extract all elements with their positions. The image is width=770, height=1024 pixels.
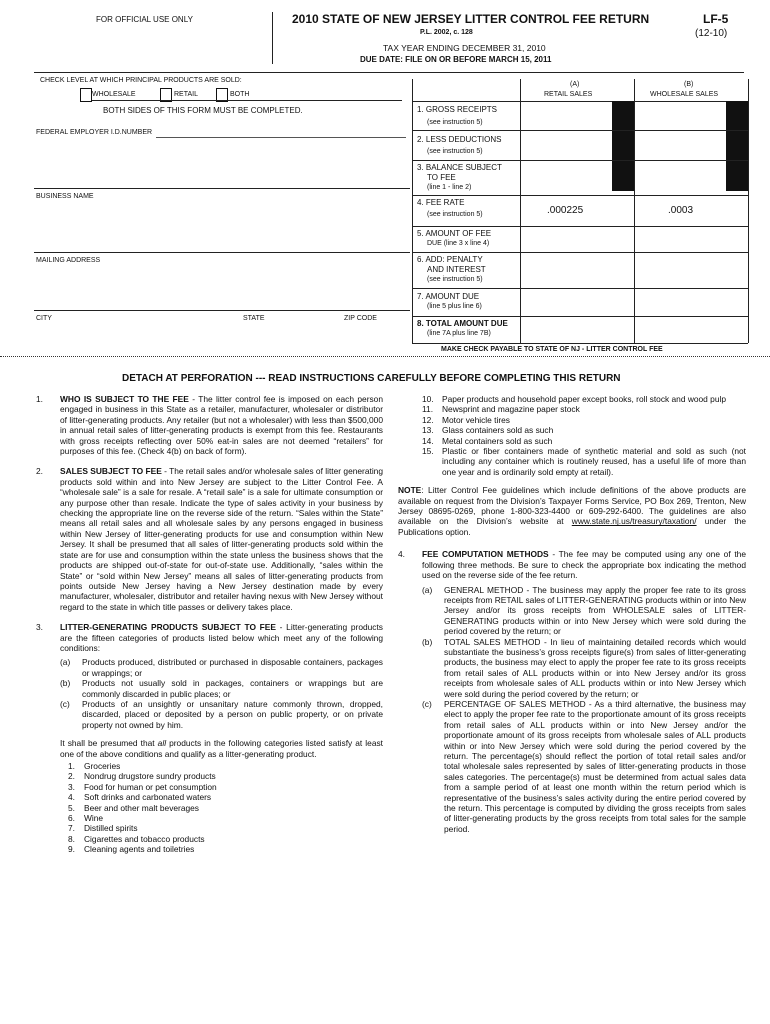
instructions-right-column [398, 394, 746, 834]
both-label: BOTH [230, 91, 250, 98]
perforation-line [0, 356, 770, 357]
list-item: (a) Products produced, distributed or purchased in disposable containers, packages or wrappings; or [60, 657, 383, 678]
name-rule [34, 252, 410, 253]
zip-label: ZIP CODE [344, 315, 377, 322]
fein-label: FEDERAL EMPLOYER I.D.NUMBER [36, 129, 153, 136]
mailing-address-field[interactable] [34, 266, 410, 306]
list-item: (c) Products of an unsightly or unsanitary nature commonly thrown, dropped, discarded, placed or deposited by a person on public property, or on private property not owned by him. [60, 698, 383, 730]
detach-heading: DETACH AT PERFORATION --- READ INSTRUCTIONS CAREFULLY BEFORE COMPLETING THIS RETURN [122, 373, 621, 384]
row-rule [412, 130, 748, 131]
col-a-header: RETAIL SALES [544, 91, 593, 98]
line-4-label: 4. FEE RATE (see instruction 5) [417, 198, 483, 218]
official-use-label: FOR OFFICIAL USE ONLY [96, 15, 193, 24]
check-level-label: CHECK LEVEL AT WHICH PRINCIPAL PRODUCTS ARE SOLD: [40, 77, 242, 84]
col-a-shade [612, 101, 634, 191]
category-list-left [68, 761, 383, 855]
fein-rule [34, 188, 410, 189]
line-6b-field[interactable] [636, 254, 746, 286]
line-2-label: 2. LESS DEDUCTIONS (see instruction 5) [417, 135, 502, 155]
line-1-label: 1. GROSS RECEIPTS (see instruction 5) [417, 105, 498, 126]
instruction-4: 4. FEE COMPUTATION METHODS - The fee may be computed using any one of the following three methods. Be sure to check the appropriate box indicating the method used on the reverse side of the fee return. (a) GENERAL METHOD - The business may apply the proper fee rate to its gross receipts from RETAIL sales of LITTER-GENERATING products within or into New Jersey and/or its gross receipts from WHOLESALE sales of LITTER-GENERATING products within or into New Jersey which were sold during the period covered by the return; or (b) TOTAL SALES METHOD - In lieu of maintaining detailed records which would substantiate the business’s gross receipts figure(s) from sales of litter-generating products, the business may elect to apply the proper fee rate to its gross receipts from retail sales of ALL products within or into New Jersey and/or its gross receipts from wholesale sales of ALL products within or into New Jersey which were sold during the period covered by the return; or (c) PERCENTAGE OF SALES METHOD - As a third alternative, the business may elect to apply the proper fee rate to the proportionate amount of its gross receipts from retail sales of ALL products within or into New Jersey and/or the proportionate amount of its gross receipts from wholesale sales of ALL products within or into New Jersey which were sold during the period covered by the return. The percentage(s) should reflect the portion of total retail sales and/or total wholesale sales represented by sales of litter-generating products in those sales categories. The percentage(s) must be determined from actual sales data from a sample period of at least one month within the return period which is representative of the business’s sales activity during the entire period covered by the return. This percentage is computed by dividing the gross receipts from sales of litter-generating products by the gross receipts from total sales for the sample period. [398, 549, 746, 834]
list-item: 5. Beer and other malt beverages [68, 802, 199, 813]
line-7a-field[interactable] [522, 290, 632, 314]
list-item: 13. Glass containers sold as such [422, 425, 554, 436]
list-item: (c) PERCENTAGE OF SALES METHOD - As a third alternative, the business may elect to apply the proper fee rate to the proportionate amount of its gross receipts from retail sales of ALL products within or into New Jersey and/or the proportionate amount of its gross receipts from wholesale sales of ALL products within or into New Jersey which were sold during the period covered by the return. The percentage(s) should reflect the portion of total retail sales and/or total wholesale sales represented by sales of litter-generating products in those sales categories. The percentage(s) must be determined from actual sales data from a sample period of at least one month within the return period which is representative of the business’s sales activity during the entire period covered by the return. This percentage is computed by dividing the gross receipts from sales of litter-generating products by the gross receipts from total sales for the sample period. [422, 698, 746, 834]
line-1b-field[interactable] [636, 103, 724, 129]
col-a-letter: (A) [570, 81, 580, 88]
condition-list [60, 657, 383, 730]
line-5b-field[interactable] [636, 228, 746, 250]
instruction-1: 1. WHO IS SUBJECT TO THE FEE - The litter control fee is imposed on each person engaged in business in this State as a retailer, manufacturer, wholesaler or distributor of litter-generating products. Any retailer (but not a wholesaler) with less than $500,000 in annual retail sales of litter-generating products is exempt from this fee. Restaurants with gross receipts reflecting over 50% eat-in sales are not deemed “retailers” for purposes of this fee. (Check 4(b) on back of form). [36, 394, 383, 457]
both-sides-notice: BOTH SIDES OF THIS FORM MUST BE COMPLETED. [103, 106, 303, 115]
instruction-2: 2. SALES SUBJECT TO FEE - The retail sales and/or wholesale sales of litter generating products sold within and into New Jersey are subject to the Litter Control Fee. A “wholesale sale” is a sale for resale. A “retail sale” is a sale for ultimate consumption or any purpose other than resale. Indicate the type of sales activity in your business by checking the appropriate line on the reverse side of the return. “Sales within the State” means all retail sales and all wholesale sales by any persons engaged in business within New Jersey of litter-generating products for use and consumption within New Jersey. It shall be presumed that all sales of litter-generating products sold within the state are for use and consumption within the state unless the business shows that the products are shipped out-of-state for out-of-state use. Additionally, “sales within the State” or “sold within New Jersey” means all sales of litter-generating products from points outside New Jersey having a New Jersey destination made by every manufacturer, wholesaler, distributor and retailer having nexus with New Jersey without regard to the state in which title passes or delivery takes place. [36, 466, 383, 612]
line-2a-field[interactable] [522, 132, 610, 158]
form-title: 2010 STATE OF NEW JERSEY LITTER CONTROL FEE RETURN [292, 12, 650, 26]
list-item: 15. Plastic or fiber containers made of synthetic material and sold as such (not including any container which is routinely reused, has a useful life of more than one year and is ordinarily sold empty at retail). [422, 446, 746, 477]
list-item: 6. Wine [68, 813, 104, 824]
mailing-address-label: MAILING ADDRESS [36, 257, 101, 264]
category-list-right [422, 394, 746, 477]
wholesale-label: WHOLESALE [92, 91, 136, 98]
business-name-field[interactable] [34, 202, 410, 242]
instruction-3: 3. LITTER-GENERATING PRODUCTS SUBJECT TO FEE - Litter-generating products are the fifteen categories of products listed below which meet any of the following conditions: (a) Products produced, distributed or purchased in disposable containers, packages or wrappings; or (b) Products not usually sold in packages, containers or wrappings but are commonly discarded in public places; or (c) Products of an unsightly or unsanitary nature commonly thrown, dropped, discarded, placed or deposited by a person on public property, or on private property not owned by him. It shall be presumed that all products in the following categories listed satisfy at least one of the above conditions and qualify as a litter-generating product. 1. Groceries 2. Nondrug drugstore sundry products 3. Food for human or pet consumption 4. Soft drinks and carbonated waters 5. Beer and other malt beverages 6. Wine 7. Distilled spirits 8. Cigarettes and tobacco products 9. Cleaning agents and toiletries [36, 622, 383, 855]
line-8-label: 8. TOTAL AMOUNT DUE (line 7A plus line 7B) [417, 319, 508, 337]
taxation-website-link[interactable]: www.state.nj.us/treasury/taxation/ [571, 516, 697, 527]
due-date: DUE DATE: FILE ON OR BEFORE MARCH 15, 2011 [360, 55, 552, 64]
list-item: (a) GENERAL METHOD - The business may apply the proper fee rate to its gross receipts from RETAIL sales of LITTER-GENERATING products within or into New Jersey and/or its gross receipts from WHOLESALE sales of LITTER-GENERATING products within or into New Jersey which were sold during the period covered by the return; or [422, 584, 746, 637]
row-rule [412, 160, 748, 161]
line-6-label: 6. ADD: PENALTY AND INTEREST (see instruction 5) [417, 255, 486, 283]
line-5-label: 5. AMOUNT OF FEE DUE (line 3 x line 4) [417, 229, 492, 247]
line-3-label: 3. BALANCE SUBJECT TO FEE (line 1 - line 2) [417, 163, 502, 191]
table-header-rule [412, 101, 748, 102]
header-divider [272, 12, 273, 64]
form-id: LF-5 [703, 12, 729, 26]
row-rule [412, 288, 748, 289]
state-label: STATE [243, 315, 265, 322]
line-3b-field[interactable] [636, 162, 724, 190]
line-5a-field[interactable] [522, 228, 632, 250]
list-item: 7. Distilled spirits [68, 823, 138, 834]
col-b-shade [726, 101, 748, 191]
line-6a-field[interactable] [522, 254, 632, 286]
table-bottom-rule [412, 343, 748, 344]
table-left-border [412, 79, 413, 343]
line-1a-field[interactable] [522, 103, 610, 129]
list-item: 4. Soft drinks and carbonated waters [68, 792, 212, 803]
line-2b-field[interactable] [636, 132, 724, 158]
line-8-total-field[interactable] [522, 318, 746, 342]
list-item: 1. Groceries [68, 761, 121, 771]
list-item: 9. Cleaning agents and toiletries [68, 844, 195, 855]
list-item: (b) Products not usually sold in packages, containers or wrappings but are commonly discarded in public places; or [60, 678, 383, 699]
line-3a-field[interactable] [522, 162, 610, 190]
check-level-underline [92, 100, 402, 101]
list-item: 12. Motor vehicle tires [422, 414, 510, 425]
fein-field[interactable] [156, 137, 406, 138]
row-rule [412, 226, 748, 227]
line-7-label: 7. AMOUNT DUE (line 5 plus line 6) [417, 292, 482, 310]
list-item: 10. Paper products and household paper except books, roll stock and wood pulp [422, 394, 727, 404]
wholesale-checkbox[interactable] [80, 88, 92, 102]
form-revision: (12-10) [695, 28, 728, 39]
retail-label: RETAIL [174, 91, 198, 98]
city-label: CITY [36, 315, 52, 322]
list-item: 2. Nondrug drugstore sundry products [68, 771, 216, 782]
wholesale-fee-rate: .0003 [668, 205, 694, 216]
list-item: 3. Food for human or pet consumption [68, 781, 217, 792]
instructions-left-column [36, 394, 383, 855]
col-b-header: WHOLESALE SALES [650, 91, 719, 98]
business-name-label: BUSINESS NAME [36, 193, 94, 200]
payable-notice: MAKE CHECK PAYABLE TO STATE OF NJ - LITTER CONTROL FEE [441, 346, 663, 353]
line-7b-field[interactable] [636, 290, 746, 314]
table-col-divider [634, 79, 635, 343]
table-label-divider [520, 79, 521, 343]
method-list [422, 585, 746, 835]
retail-fee-rate: .000225 [547, 205, 584, 216]
row-rule [412, 195, 748, 196]
presumption-text: It shall be presumed that all products in the following categories listed satisfy at least one of the above conditions and qualify as a litter-generating product. [60, 738, 383, 759]
list-item: 14. Metal containers sold as such [422, 435, 553, 446]
list-item: 11. Newsprint and magazine paper stock [422, 404, 580, 415]
list-item: (b) TOTAL SALES METHOD - In lieu of maintaining detailed records which would substantiate the business’s gross receipts figure(s) from sales of litter-generating products, the business may elect to apply the proper fee rate to its gross receipts from retail sales of ALL products within or into New Jersey and/or its gross receipts from wholesale sales of ALL products within or into New Jersey which were sold during the period covered by the return; or [422, 636, 746, 699]
table-right-border [748, 79, 749, 343]
header-rule [34, 72, 744, 73]
tax-year: TAX YEAR ENDING DECEMBER 31, 2010 [383, 43, 546, 53]
row-rule [412, 316, 748, 317]
list-item: 8. Cigarettes and tobacco products [68, 833, 205, 844]
note-paragraph: NOTE: Litter Control Fee guidelines which include definitions of the above products are available on request from the Division’s Taxpayer Forms Service, PO Box 269, Trenton, New Jersey 08695-0269, phone 1-800-323-4400 or 609-292-6400. The guidelines are also available on the Division’s website at www.state.nj.us/treasury/taxation/ under the Publications option. [398, 485, 747, 537]
row-rule [412, 252, 748, 253]
col-b-letter: (B) [684, 81, 694, 88]
law-reference: P.L. 2002, c. 128 [420, 29, 473, 36]
address-rule [34, 310, 410, 311]
